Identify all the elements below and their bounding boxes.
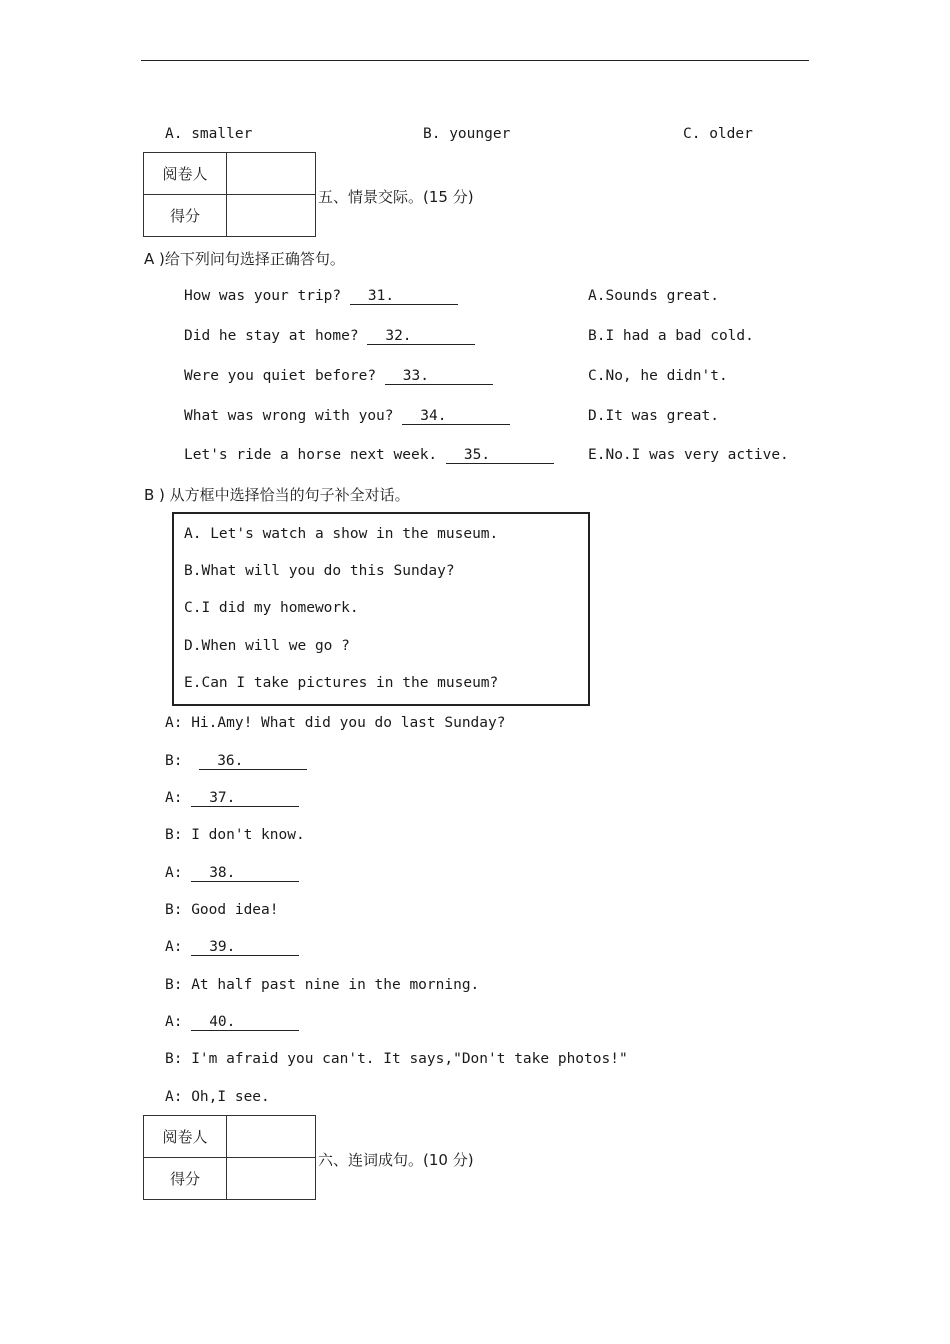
speaker-label: B:: [165, 902, 183, 918]
prev-option-c: C. older: [683, 126, 753, 142]
score-label: 得分: [144, 195, 227, 237]
dialogue-line: [165, 977, 479, 993]
answer-option-c: C.No, he didn't.: [588, 368, 728, 384]
speaker-label: A:: [165, 790, 183, 806]
section5-title: 五、情景交际。(15 分): [318, 188, 474, 206]
section6-title: 六、连词成句。(10 分): [318, 1151, 474, 1169]
speaker-label: B:: [165, 827, 183, 843]
speaker-label: A:: [165, 865, 183, 881]
answer-option-a: A.Sounds great.: [588, 288, 719, 304]
question-text: Let's ride a horse next week.: [184, 447, 438, 463]
dialogue-text: Good idea!: [191, 902, 279, 918]
question-31: [184, 288, 458, 305]
question-text: How was your trip?: [184, 288, 342, 304]
answer-blank-38[interactable]: 38.: [191, 865, 299, 882]
answer-blank-32[interactable]: 32.: [367, 328, 475, 345]
dialogue-text: At half past nine in the morning.: [191, 977, 480, 993]
partA-instruction: A )给下列问句选择正确答句。: [144, 250, 345, 268]
answer-option-d: D.It was great.: [588, 408, 719, 424]
speaker-label: B:: [165, 753, 183, 769]
box-option-c: C.I did my homework.: [184, 600, 359, 616]
score-box-5: [143, 152, 316, 237]
reviewer-field[interactable]: [227, 153, 316, 195]
answer-blank-37[interactable]: 37.: [191, 790, 299, 807]
score-field[interactable]: [227, 1158, 316, 1200]
score-field[interactable]: [227, 195, 316, 237]
speaker-label: A:: [165, 715, 183, 731]
dialogue-line: [165, 865, 299, 882]
reviewer-label: 阅卷人: [144, 153, 227, 195]
answer-blank-31[interactable]: 31.: [350, 288, 458, 305]
dialogue-text: Oh,I see.: [191, 1089, 270, 1105]
header-rule: [141, 60, 809, 61]
box-option-e: E.Can I take pictures in the museum?: [184, 675, 499, 691]
answer-option-e: E.No.I was very active.: [588, 447, 789, 463]
question-text: Did he stay at home?: [184, 328, 359, 344]
dialogue-text: Hi.Amy! What did you do last Sunday?: [191, 715, 506, 731]
question-33: [184, 368, 493, 385]
speaker-label: A:: [165, 939, 183, 955]
question-text: Were you quiet before?: [184, 368, 377, 384]
reviewer-field[interactable]: [227, 1116, 316, 1158]
answer-blank-36[interactable]: 36.: [199, 753, 307, 770]
box-option-a: A. Let's watch a show in the museum.: [184, 526, 499, 542]
answer-blank-33[interactable]: 33.: [385, 368, 493, 385]
dialogue-line: [165, 902, 279, 918]
speaker-label: A:: [165, 1089, 183, 1105]
answer-blank-40[interactable]: 40.: [191, 1014, 299, 1031]
dialogue-line: [165, 790, 299, 807]
answer-blank-34[interactable]: 34.: [402, 408, 510, 425]
speaker-label: B:: [165, 977, 183, 993]
score-label: 得分: [144, 1158, 227, 1200]
reviewer-label: 阅卷人: [144, 1116, 227, 1158]
dialogue-text: I'm afraid you can't. It says,"Don't take photos!": [191, 1051, 628, 1067]
dialogue-line: [165, 1014, 299, 1031]
answer-option-b: B.I had a bad cold.: [588, 328, 754, 344]
dialogue-line: [165, 1051, 628, 1067]
prev-option-a: A. smaller: [165, 126, 253, 142]
box-option-d: D.When will we go ?: [184, 638, 350, 654]
dialogue-text: I don't know.: [191, 827, 305, 843]
dialogue-line: [165, 827, 305, 843]
speaker-label: A:: [165, 1014, 183, 1030]
prev-option-b: B. younger: [423, 126, 511, 142]
question-32: [184, 328, 475, 345]
answer-blank-35[interactable]: 35.: [446, 447, 554, 464]
dialogue-line: [165, 1089, 270, 1105]
question-35: [184, 447, 554, 464]
box-option-b: B.What will you do this Sunday?: [184, 563, 455, 579]
dialogue-line: [165, 753, 307, 770]
answer-blank-39[interactable]: 39.: [191, 939, 299, 956]
dialogue-line: [165, 715, 505, 731]
question-34: [184, 408, 510, 425]
speaker-label: B:: [165, 1051, 183, 1067]
question-text: What was wrong with you?: [184, 408, 394, 424]
score-box-6: [143, 1115, 316, 1200]
partB-instruction: B ) 从方框中选择恰当的句子补全对话。: [144, 486, 410, 504]
dialogue-line: [165, 939, 299, 956]
